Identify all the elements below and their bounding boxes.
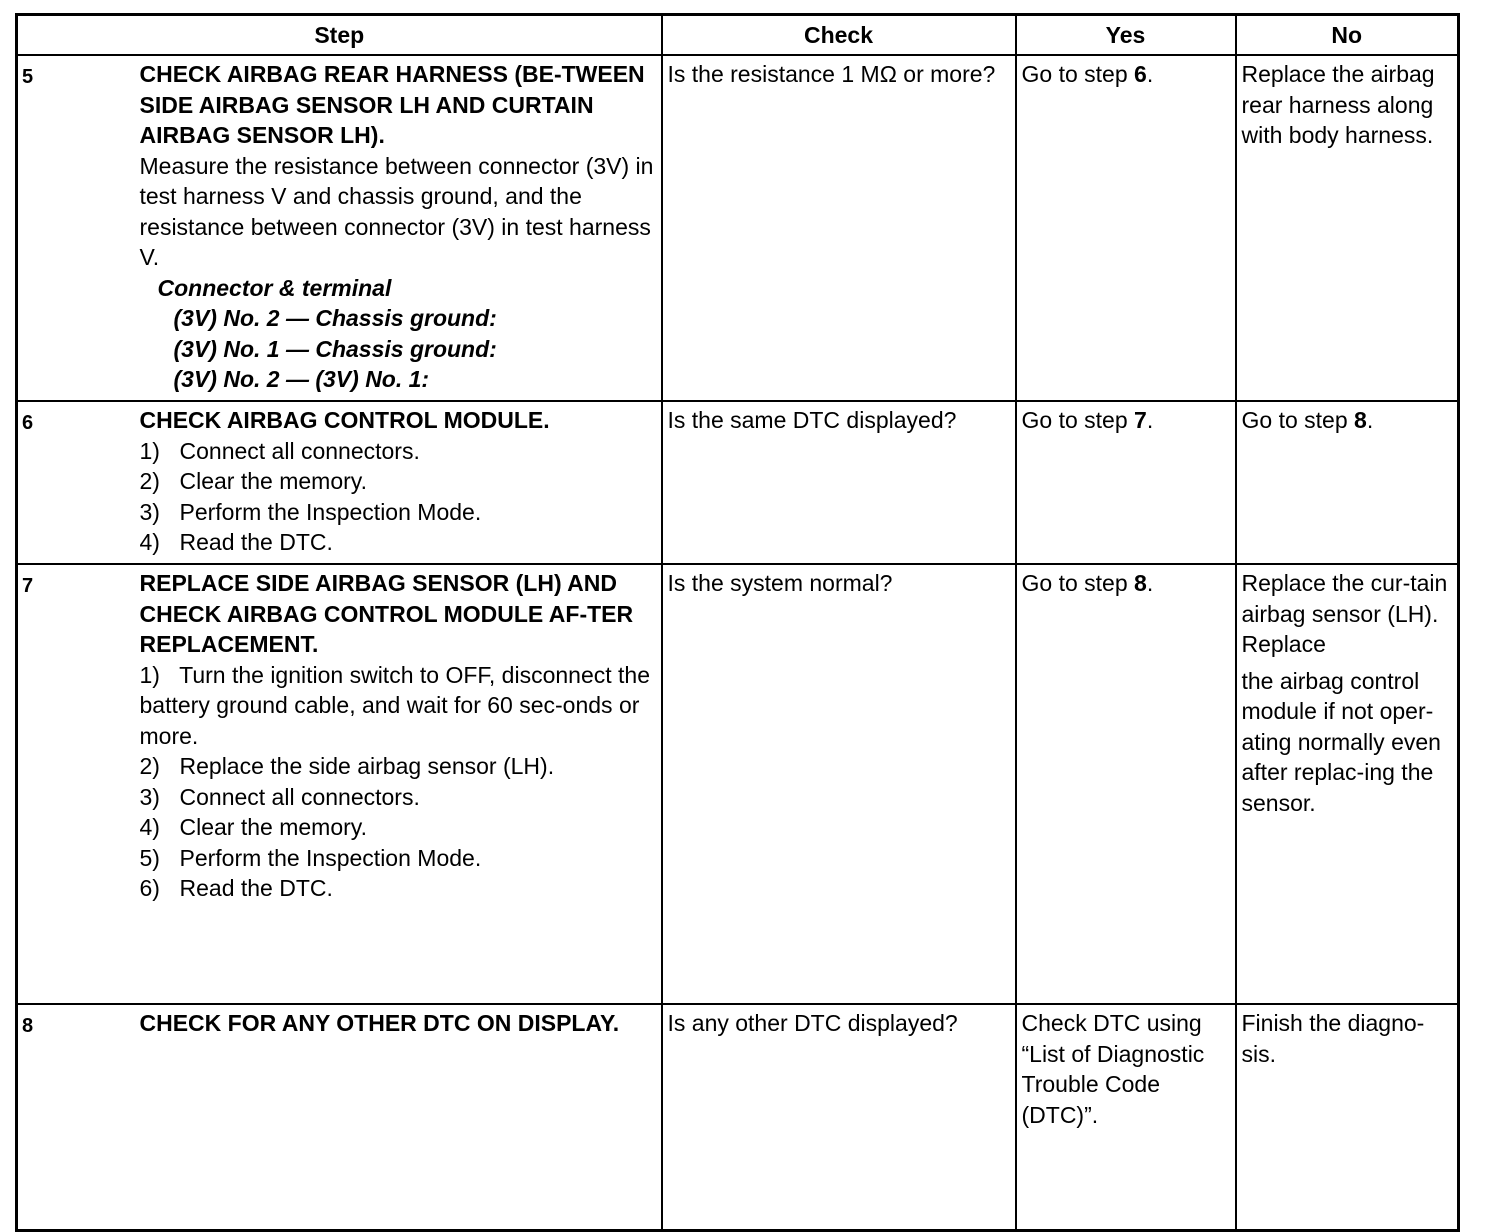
header-row (17, 15, 1459, 56)
header-check: Check (662, 15, 1016, 56)
step-title: CHECK AIRBAG CONTROL MODULE. (139, 407, 550, 433)
yes-prefix: Go to step (1021, 61, 1135, 87)
procedure-text: Perform the Inspection Mode. (179, 498, 482, 525)
procedure-index: 1) (139, 661, 160, 688)
procedure-index: 3) (139, 498, 160, 525)
procedure-text: Clear the memory. (179, 814, 367, 840)
procedure-text: Perform the Inspection Mode. (179, 844, 482, 871)
procedure-index: 4) (139, 814, 160, 840)
procedure-index: 5) (139, 844, 160, 871)
no-cell: Replace the airbag rear harness along with body harness. (1236, 55, 1459, 401)
step-content (135, 564, 662, 1004)
yes-prefix: Go to step (1021, 407, 1135, 433)
yes-cell: Check DTC using “List of Diagnostic Trouble Code (DTC)”. (1016, 1004, 1236, 1231)
procedure-text: Connect all connectors. (179, 783, 420, 810)
no-prefix: Go to step (1241, 407, 1355, 433)
table-row (17, 55, 1459, 401)
yes-cell (1016, 564, 1236, 1004)
no-suffix: . (1366, 407, 1374, 433)
step-content (135, 55, 662, 401)
procedure-index: 1) (139, 437, 160, 464)
connector-subheading: Connector & terminal (157, 274, 392, 301)
procedure-index: 6) (139, 875, 160, 901)
procedure-item (140, 843, 656, 874)
procedure-index: 2) (139, 753, 160, 779)
check-cell: Is the resistance 1 MΩ or more? (662, 55, 1016, 401)
yes-suffix: . (1146, 407, 1154, 433)
procedure-item (140, 436, 656, 467)
step-number: 8 (17, 1004, 135, 1231)
procedure-item (140, 497, 656, 528)
procedure-item (140, 466, 656, 497)
no-step-ref: 8 (1354, 407, 1367, 433)
check-cell: Is the system normal? (662, 564, 1016, 1004)
no-cell (1236, 564, 1459, 1004)
check-cell: Is the same DTC displayed? (662, 401, 1016, 564)
yes-suffix: . (1146, 570, 1154, 596)
procedure-text: Read the DTC. (179, 529, 333, 555)
yes-cell (1016, 401, 1236, 564)
procedure-item (140, 873, 656, 904)
procedure-text: Replace the side airbag sensor (LH). (179, 753, 555, 779)
step-title: REPLACE SIDE AIRBAG SENSOR (LH) AND CHECK AIRBAG CONTROL MODULE AF-TER REPLACEMENT. (139, 570, 634, 657)
step-number: 6 (17, 401, 135, 564)
yes-step-ref: 7 (1134, 407, 1147, 433)
no-text-part-b: the airbag control module if not oper-ating normally even after replac-ing the sensor. (1241, 667, 1441, 816)
step-content (135, 1004, 662, 1231)
step-title: CHECK AIRBAG REAR HARNESS (BE-TWEEN SIDE AIRBAG SENSOR LH AND CURTAIN AIRBAG SENSOR LH). (139, 61, 645, 148)
no-cell (1236, 401, 1459, 564)
connector-item: (3V) No. 2 — (3V) No. 1: (173, 366, 430, 392)
table-row (17, 1004, 1459, 1231)
table-row (17, 401, 1459, 564)
header-step: Step (17, 15, 662, 56)
step-number: 7 (17, 564, 135, 1004)
procedure-text: Connect all connectors. (179, 437, 420, 464)
yes-prefix: Go to step (1021, 570, 1135, 596)
connector-item: (3V) No. 2 — Chassis ground: (173, 305, 497, 331)
procedure-index: 3) (139, 783, 160, 810)
procedure-item (140, 660, 656, 752)
yes-step-ref: 8 (1134, 570, 1147, 596)
procedure-item (140, 527, 656, 558)
procedure-text: Turn the ignition switch to OFF, disconnect the battery ground cable, and wait for 60 sec-onds or more. (139, 661, 650, 749)
connector-item: (3V) No. 1 — Chassis ground: (173, 335, 497, 362)
diagnostic-table (15, 13, 1460, 1232)
procedure-item (140, 782, 656, 813)
no-text-part-a: Replace the cur-tain airbag sensor (LH). Replace (1241, 570, 1448, 657)
procedure-text: Read the DTC. (179, 875, 333, 901)
step-title: CHECK FOR ANY OTHER DTC ON DISPLAY. (139, 1010, 620, 1036)
yes-cell (1016, 55, 1236, 401)
procedure-item (140, 751, 656, 782)
step-description: Measure the resistance between connector (3V) in test harness V and chassis ground, and the resistance between connector (3V) in test harness V. (139, 152, 654, 270)
no-cell: Finish the diagno-sis. (1236, 1004, 1459, 1231)
procedure-index: 4) (139, 529, 160, 555)
check-cell: Is any other DTC displayed? (662, 1004, 1016, 1231)
yes-step-ref: 6 (1134, 61, 1147, 87)
procedure-index: 2) (139, 468, 160, 494)
step-number: 5 (17, 55, 135, 401)
procedure-text: Clear the memory. (179, 468, 367, 494)
header-no: No (1236, 15, 1459, 56)
table-row (17, 564, 1459, 1004)
procedure-item (140, 812, 656, 843)
yes-suffix: . (1146, 61, 1154, 87)
header-yes: Yes (1016, 15, 1236, 56)
step-content (135, 401, 662, 564)
